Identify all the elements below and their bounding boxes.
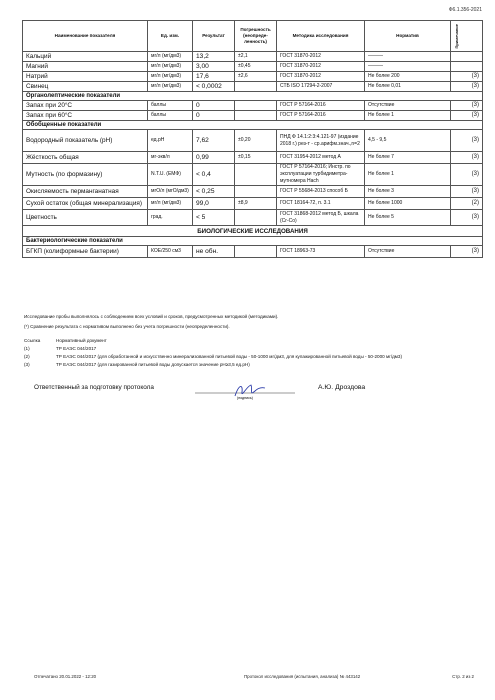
section-biological (23, 226, 483, 237)
header-note (451, 21, 483, 52)
doc-title: ТР ЕАЭС 044/2017 (56, 346, 97, 351)
cell-name: Мутность (по формазину) (23, 164, 148, 186)
normative-doc-item (24, 361, 474, 369)
cell-unit: град. (148, 210, 193, 226)
cell-norm: Не более 200 (365, 72, 451, 82)
cell-error: ±2,6 (235, 72, 277, 82)
table-row (23, 72, 483, 82)
cell-unit: мг/л (мг/дм3) (148, 82, 193, 92)
section-biological-label: БИОЛОГИЧЕСКИЕ ИССЛЕДОВАНИЯ (23, 226, 483, 237)
table-row (23, 164, 483, 186)
footer-printed: Отпечатано 20.01.2022 - 12:20 (34, 674, 97, 679)
cell-ref: (3) (451, 210, 483, 226)
header-error: Погрешность (неопреде-ленность) (235, 21, 277, 52)
cell-error: ±0,20 (235, 130, 277, 152)
cell-error (235, 246, 277, 258)
header-note-text: Примечание (454, 23, 459, 49)
signature (195, 382, 295, 400)
cell-error (235, 82, 277, 92)
cell-result: 0,99 (193, 152, 235, 164)
cell-error (235, 186, 277, 198)
header-norm: Норматив (365, 21, 451, 52)
cell-norm: Не более 5 (365, 210, 451, 226)
cell-unit: N.T.U. (ЕМФ) (148, 164, 193, 186)
normative-doc-item (24, 353, 474, 361)
header-name: Наименование показателя (23, 21, 148, 52)
document-form-id: Ф6.1.356-2021 (448, 7, 482, 13)
table-row (23, 186, 483, 198)
cell-unit: мг/л (мг/дм3) (148, 62, 193, 72)
header-unit: Ед. изм. (148, 21, 193, 52)
doc-code: (2) (24, 354, 30, 359)
cell-result: не обн. (193, 246, 235, 258)
footer-page: Стр. 2 из 2 (452, 674, 474, 679)
cell-unit: КОЕ/250 см3 (148, 246, 193, 258)
cell-result: 99,0 (193, 198, 235, 210)
cell-name: Сухой остаток (общая минерализация) (23, 198, 148, 210)
table-row (23, 210, 483, 226)
cell-method: ГОСТ 18164-72, п. 3.1 (277, 198, 365, 210)
cell-norm: Не более 3 (365, 186, 451, 198)
footer-protocol: Протокол исследования (испытания, анализа) № 443142 (244, 674, 361, 679)
cell-unit: мг/л (мг/дм3) (148, 198, 193, 210)
header-method: Методика исследования (277, 21, 365, 52)
cell-unit: мг-экв/л (148, 152, 193, 164)
cell-method: ГОСТ 31870-2012 (277, 52, 365, 62)
table-row (23, 198, 483, 210)
cell-error (235, 101, 277, 111)
cell-error: ±0,45 (235, 62, 277, 72)
section-organoleptic-label: Органолептические показатели (23, 92, 483, 101)
cell-norm: Отсутствие (365, 246, 451, 258)
cell-name: БГКП (колиформные бактерии) (23, 246, 148, 258)
cell-unit: мг/л (мг/дм3) (148, 72, 193, 82)
table-row (23, 82, 483, 92)
cell-name: Натрий (23, 72, 148, 82)
footnote-comparison: (*) Сравнение результата с нормативом выполнено без учета погрешности (неопределенности). (24, 324, 230, 329)
cell-ref: (3) (451, 186, 483, 198)
signature-caption: (подпись) (237, 396, 253, 400)
table-row (23, 101, 483, 111)
header-result: Результат (193, 21, 235, 52)
cell-unit: ед.рН (148, 130, 193, 152)
doc-title: ТР ЕАЭС 044/2017 (для обработанной и искусственно минерализованной питьевой воды - 50-1000 мг/дм3, для купажированной питьевой воды - 50-2000 мг/дм3) (56, 354, 403, 359)
cell-norm: Не более 1 (365, 111, 451, 121)
cell-error: ±0,15 (235, 152, 277, 164)
cell-error (235, 164, 277, 186)
section-general-label: Обобщенные показатели (23, 121, 483, 130)
footnotes (24, 314, 474, 334)
cell-norm: Отсутствие (365, 101, 451, 111)
cell-error (235, 210, 277, 226)
table-row (23, 52, 483, 62)
cell-norm: Не более 1 (365, 164, 451, 186)
doc-code: (3) (24, 362, 30, 367)
cell-norm: ——— (365, 62, 451, 72)
cell-ref: (3) (451, 130, 483, 152)
table-row (23, 130, 483, 152)
cell-unit: мг/л (мг/дм3) (148, 52, 193, 62)
cell-norm: 4,5 - 9,5 (365, 130, 451, 152)
cell-method: ГОСТ 31868-2012 метод Б, шкала (Cr-Co) (277, 210, 365, 226)
cell-ref: (3) (451, 101, 483, 111)
cell-method: ПНД Ф 14.1:2:3:4.121-97 (издание 2018 г.) рез-т - ср.арифм.знач.,n=2 (277, 130, 365, 152)
signer-name: А.Ю. Дроздова (318, 384, 366, 391)
cell-result: < 0,0002 (193, 82, 235, 92)
footnote-conditions: Исследование пробы выполнялось с соблюдением всех условий и сроков, предусмотренных методикой (методиками). (24, 314, 279, 319)
cell-name: Магний (23, 62, 148, 72)
cell-method: ГОСТ Р 57164-2016; Инстр. по эксплуатации турбидиметра-мутномера Hach (277, 164, 365, 186)
cell-ref: (3) (451, 152, 483, 164)
cell-method: ГОСТ 18963-73 (277, 246, 365, 258)
table-row (23, 246, 483, 258)
cell-error: ±2,1 (235, 52, 277, 62)
cell-result: < 0,25 (193, 186, 235, 198)
doc-title: ТР ЕАЭС 044/2017 (для газированной питьевой воды допускается значение рН≥3,5 ед.рН) (56, 362, 250, 367)
cell-unit: баллы (148, 101, 193, 111)
cell-ref: (3) (451, 72, 483, 82)
cell-ref: (3) (451, 111, 483, 121)
cell-result: 0 (193, 101, 235, 111)
cell-method: ГОСТ Р 55684-2013 способ Б (277, 186, 365, 198)
cell-result: < 0,4 (193, 164, 235, 186)
cell-result: 7,62 (193, 130, 235, 152)
section-general (23, 121, 483, 130)
cell-name: Запах при 20°С (23, 101, 148, 111)
table-header-row (23, 21, 483, 52)
cell-ref: (2) (451, 198, 483, 210)
doc-code: (1) (24, 346, 30, 351)
cell-method: ГОСТ 31954-2012 метод А (277, 152, 365, 164)
cell-unit: баллы (148, 111, 193, 121)
section-organoleptic (23, 92, 483, 101)
table-row (23, 111, 483, 121)
docs-header-code: Ссылка (24, 338, 41, 343)
cell-name: Запах при 60°С (23, 111, 148, 121)
section-bacteriological (23, 237, 483, 246)
normative-doc-item (24, 345, 474, 353)
cell-method: СТБ ISO 17294-2-2007 (277, 82, 365, 92)
section-bacteriological-label: Бактериологические показатели (23, 237, 483, 246)
cell-result: < 5 (193, 210, 235, 226)
cell-result: 13,2 (193, 52, 235, 62)
cell-name: Цветность (23, 210, 148, 226)
cell-method: ГОСТ 31870-2012 (277, 72, 365, 82)
cell-error (235, 111, 277, 121)
cell-method: ГОСТ Р 57164-2016 (277, 111, 365, 121)
cell-norm: Не более 0,01 (365, 82, 451, 92)
cell-norm: ——— (365, 52, 451, 62)
table-row (23, 62, 483, 72)
responsible-label: Ответственный за подготовку протокола (34, 384, 154, 391)
cell-ref: (3) (451, 164, 483, 186)
cell-ref: (3) (451, 246, 483, 258)
cell-name: Свинец (23, 82, 148, 92)
cell-name: Водородный показатель (рН) (23, 130, 148, 152)
cell-name: Кальций (23, 52, 148, 62)
cell-ref (451, 62, 483, 72)
cell-ref: (3) (451, 82, 483, 92)
normative-docs-header (24, 337, 474, 345)
cell-method: ГОСТ Р 57164-2016 (277, 101, 365, 111)
cell-norm: Не более 1000 (365, 198, 451, 210)
cell-result: 3,00 (193, 62, 235, 72)
cell-result: 0 (193, 111, 235, 121)
cell-ref (451, 52, 483, 62)
normative-docs-list (24, 337, 474, 369)
results-table (22, 20, 483, 258)
cell-result: 17,6 (193, 72, 235, 82)
docs-header-title: Нормативный документ (56, 338, 107, 343)
table-row (23, 152, 483, 164)
cell-unit: мгО/л (мгО/дм3) (148, 186, 193, 198)
cell-error: ±8,9 (235, 198, 277, 210)
cell-norm: Не более 7 (365, 152, 451, 164)
cell-method: ГОСТ 31870-2012 (277, 62, 365, 72)
cell-name: Окисляемость перманганатная (23, 186, 148, 198)
cell-name: Жёсткость общая (23, 152, 148, 164)
